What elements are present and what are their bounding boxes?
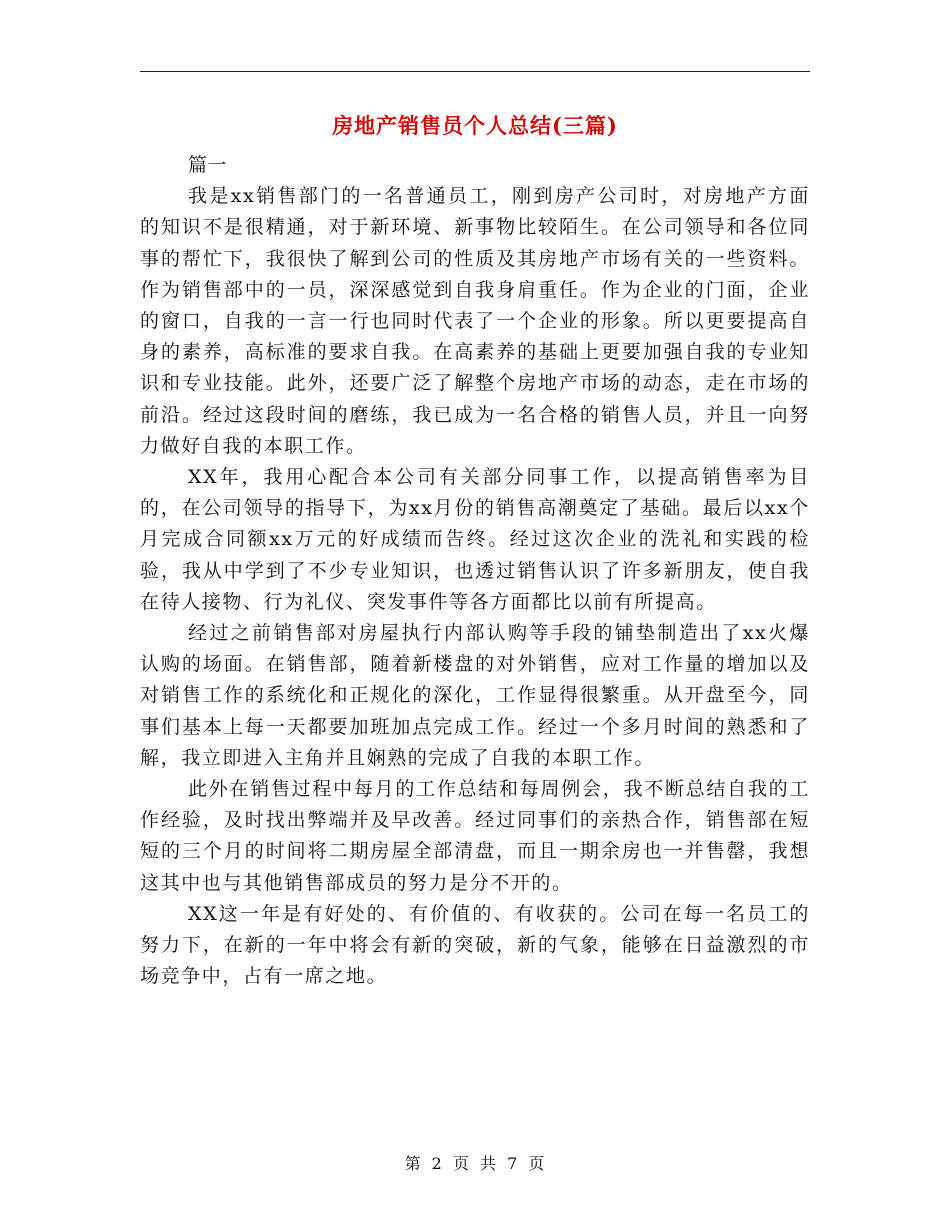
- paragraph-1: 我是xx销售部门的一名普通员工，刚到房产公司时，对房地产方面的知识不是很精通，对于新环境、新事物比较陌生。在公司领导和各位同事的帮忙下，我很快了解到公司的性质及其房地产市场有关的一些资料。作为销售部中的一员，深深感觉到自我身肩重任。作为企业的门面，企业的窗口，自我的一言一行也同时代表了一个企业的形象。所以更要提高自身的素养，高标准的要求自我。在高素养的基础上更要加强自我的专业知识和专业技能。此外，还要广泛了解整个房地产市场的动态，走在市场的前沿。经过这段时间的磨练，我已成为一名合格的销售人员，并且一向努力做好自我的本职工作。: [140, 185, 810, 457]
- document-body: [140, 150, 810, 992]
- header-rule: [140, 71, 810, 72]
- section-label: 篇一: [188, 154, 228, 176]
- page-indicator: 第 2 页 共 7 页: [404, 1154, 546, 1173]
- paragraph-3: 经过之前销售部对房屋执行内部认购等手段的铺垫制造出了xx火爆认购的场面。在销售部，随着新楼盘的对外销售，应对工作量的增加以及对销售工作的系统化和正规化的深化，工作显得很繁重。从开盘至今，同事们基本上每一天都要加班加点完成工作。经过一个多月时间的熟悉和了解，我立即进入主角并且娴熟的完成了自我的本职工作。: [140, 622, 810, 769]
- document-title: 房地产销售员个人总结(三篇): [332, 113, 618, 138]
- paragraph-4: 此外在销售过程中每月的工作总结和每周例会，我不断总结自我的工作经验，及时找出弊端并及早改善。经过同事们的亲热合作，销售部在短短的三个月的时间将二期房屋全部清盘，而且一期余房也一并售罄，我想这其中也与其他销售部成员的努力是分不开的。: [140, 778, 810, 894]
- paragraph-2: XX年，我用心配合本公司有关部分同事工作，以提高销售率为目的，在公司领导的指导下，为xx月份的销售高潮奠定了基础。最后以xx个月完成合同额xx万元的好成绩而告终。经过这次企业的洗礼和实践的检验，我从中学到了不少专业知识，也透过销售认识了许多新朋友，使自我在待人接物、行为礼仪、突发事件等各方面都比以前有所提高。: [140, 466, 810, 613]
- paragraph-5: XX这一年是有好处的、有价值的、有收获的。公司在每一名员工的努力下，在新的一年中将会有新的突破，新的气象，能够在日益激烈的市场竞争中，占有一席之地。: [140, 902, 810, 988]
